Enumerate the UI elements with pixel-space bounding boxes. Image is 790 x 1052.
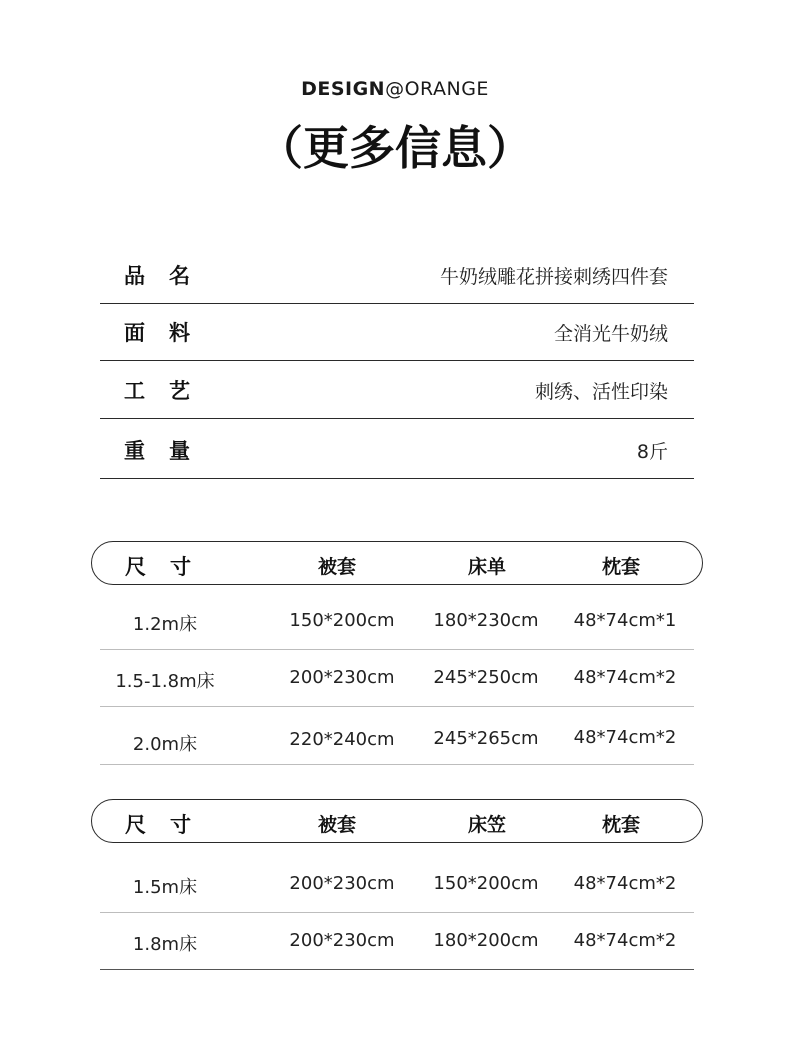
row-divider	[100, 706, 694, 707]
info-label: 工艺	[124, 379, 214, 403]
cell-pillowcase: 48*74cm*2	[573, 727, 677, 748]
info-row-weight	[100, 421, 694, 479]
info-value: 8斤	[636, 441, 668, 463]
header-duvet: 被套	[317, 556, 356, 578]
cell-fitted-sheet: 180*200cm	[433, 930, 539, 951]
cell-size: 1.2m床	[132, 614, 198, 635]
cell-sheet: 180*230cm	[433, 610, 539, 631]
row-divider	[100, 764, 694, 765]
brand-logo-rest: @ORANGE	[385, 78, 489, 100]
info-value: 刺绣、活性印染	[534, 381, 668, 403]
row-divider	[100, 912, 694, 913]
header-duvet: 被套	[317, 814, 356, 836]
header-sheet: 床单	[467, 556, 506, 578]
cell-duvet: 220*240cm	[289, 729, 395, 750]
cell-duvet: 200*230cm	[289, 667, 395, 688]
header-pillowcase: 枕套	[601, 814, 640, 836]
size-table-2-header	[91, 799, 703, 843]
cell-duvet: 150*200cm	[289, 610, 395, 631]
cell-pillowcase: 48*74cm*2	[573, 930, 677, 951]
cell-duvet: 200*230cm	[289, 873, 395, 894]
info-label: 重量	[124, 439, 214, 463]
cell-pillowcase: 48*74cm*1	[573, 610, 677, 631]
header-fitted-sheet: 床笠	[467, 814, 506, 836]
info-label: 面料	[124, 321, 214, 345]
cell-pillowcase: 48*74cm*2	[573, 667, 677, 688]
size-header-label: 尺寸	[125, 555, 215, 579]
cell-pillowcase: 48*74cm*2	[573, 873, 677, 894]
info-label: 品名	[124, 264, 214, 288]
info-row-fabric	[100, 303, 694, 361]
info-row-craft	[100, 361, 694, 419]
brand-logo	[0, 78, 790, 100]
cell-size: 1.5m床	[132, 877, 198, 898]
cell-size: 1.5-1.8m床	[115, 671, 215, 692]
row-divider	[100, 969, 694, 970]
size-header-label: 尺寸	[125, 813, 215, 837]
header-pillowcase: 枕套	[601, 556, 640, 578]
row-divider	[100, 649, 694, 650]
cell-sheet: 245*250cm	[433, 667, 539, 688]
info-value: 全消光牛奶绒	[553, 323, 668, 345]
brand-logo-bold: DESIGN	[301, 78, 386, 100]
cell-duvet: 200*230cm	[289, 930, 395, 951]
size-table-1-header	[91, 541, 703, 585]
page-title: （更多信息）	[257, 121, 533, 175]
info-value: 牛奶绒雕花拼接刺绣四件套	[439, 266, 668, 288]
cell-fitted-sheet: 150*200cm	[433, 873, 539, 894]
info-row-name	[100, 246, 694, 304]
cell-size: 1.8m床	[132, 934, 198, 955]
cell-sheet: 245*265cm	[433, 728, 539, 749]
cell-size: 2.0m床	[132, 734, 198, 755]
